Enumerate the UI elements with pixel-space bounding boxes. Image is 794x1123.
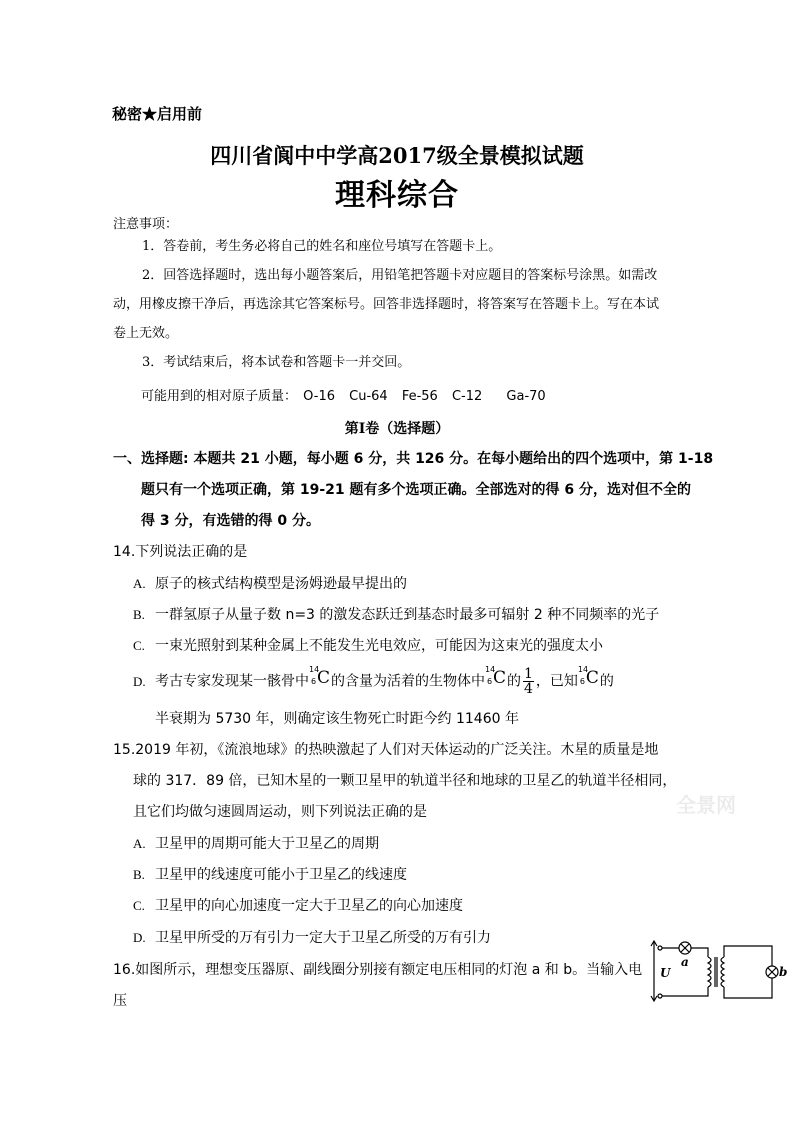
secondary-wire [724, 946, 772, 966]
lamp-a-label: a [681, 955, 689, 969]
option-text: 卫星甲的向心加速度一定大于卫星乙的向心加速度 [155, 898, 463, 914]
notes-heading: 注意事项： [113, 217, 179, 232]
voltage-label: U [660, 966, 671, 980]
option-text: ，已知 [535, 673, 578, 690]
option-text: 一束光照射到某种金属上不能发生光电效应，可能因为这束光的强度太小 [155, 638, 603, 654]
question-14-option-a [133, 573, 407, 593]
note-item-1 [113, 232, 668, 261]
option-label: C. [133, 898, 145, 913]
element-symbol: C [317, 667, 331, 688]
option-label: B. [133, 867, 145, 882]
question-15-option-b [133, 864, 407, 884]
option-text: 的 [507, 673, 521, 690]
fraction-one-quarter [523, 667, 534, 696]
question-16-stem-line: 压 [113, 993, 127, 1009]
question-15-option-d [133, 927, 491, 947]
question-15-option-a [133, 833, 379, 853]
atomic-number: 6 [311, 676, 317, 686]
atomic-mass: O-16 [303, 389, 335, 404]
primary-wire [662, 987, 708, 996]
atomic-label: 可能用到的相对原子质量： [141, 389, 298, 404]
option-text: 原子的核式结构模型是汤姆逊最早提出的 [155, 576, 407, 592]
secondary-wire [724, 978, 772, 998]
part-heading: 第Ⅰ卷（选择题） [344, 421, 450, 437]
mass-number: 14 [485, 664, 496, 674]
option-text: 一群氢原子从量子数 n=3 的激发态跃迁到基态时最多可辐射 2 种不同频率的光子 [155, 607, 660, 623]
option-label: B. [133, 607, 145, 622]
question-14-option-b [133, 604, 659, 624]
option-text: 的含量为活着的生物体中 [331, 673, 485, 690]
primary-wire [691, 948, 708, 957]
option-label: A. [133, 836, 146, 851]
option-label: D. [133, 673, 146, 689]
input-terminal-bottom [658, 994, 662, 998]
question-15-stem-line: 15.2019 年初，《流浪地球》的热映激起了人们对天体运动的广泛关注。木星的质量是地 [113, 742, 659, 758]
input-terminal-top [658, 946, 662, 950]
question-14-option-c [133, 635, 603, 655]
atomic-masses [141, 385, 556, 404]
fraction-numerator: 1 [524, 666, 533, 682]
question-16-stem-line: 16.如图所示，理想变压器原、副线圈分别接有额定电压相同的灯泡 a 和 b。当输入电 [113, 962, 643, 978]
note-text: 1．答卷前，考生务必将自己的姓名和座位号填写在答题卡上。 [142, 239, 502, 254]
atomic-number: 6 [487, 676, 493, 686]
option-label: C. [133, 638, 145, 653]
atomic-mass: Fe-56 [401, 389, 438, 404]
question-15-stem-line: 球的 317．89 倍，已知木星的一颗卫星甲的轨道半径和地球的卫星乙的轨道半径相同， [133, 773, 677, 789]
note-item-3 [113, 348, 668, 377]
option-text: 卫星甲的线速度可能小于卫星乙的线速度 [155, 867, 407, 883]
confidential-label: 秘密★启用前 [112, 105, 203, 123]
question-15-stem-line: 且它们均做匀速圆周运动，则下列说法正确的是 [133, 804, 427, 820]
option-text: 卫星甲的周期可能大于卫星乙的周期 [155, 836, 379, 852]
atomic-mass: Cu-64 [349, 389, 388, 404]
question-14-option-d-line2: 半衰期为 5730 年，则确定该生物死亡时距今约 11460 年 [155, 711, 519, 727]
carbon-14-symbol [485, 664, 507, 689]
option-text: 考古专家发现某一骸骨中 [155, 673, 309, 690]
question-15-option-c [133, 895, 463, 915]
watermark: 全景网 [676, 793, 736, 817]
exam-title: 四川省阆中中学高2017级全景模拟试题 [210, 143, 584, 168]
atomic-mass: C-12 [451, 389, 483, 404]
section-instructions-line: 得 3 分，有选错的得 0 分。 [141, 513, 320, 529]
question-14-stem: 14.下列说法正确的是 [113, 544, 248, 560]
carbon-14-symbol [309, 664, 331, 689]
carbon-14-symbol [577, 664, 600, 689]
element-symbol: C [585, 667, 599, 688]
section-instructions-line: 一、选择题: 本题共 21 小题，每小题 6 分，共 126 分。在每小题给出的四个选项中，第 1-18 [113, 451, 714, 467]
option-label: D. [133, 930, 146, 945]
transformer-circuit-diagram [646, 937, 786, 1007]
note-text: 3．考试结束后，将本试卷和答题卡一并交回。 [142, 355, 411, 370]
atomic-mass: Ga-70 [506, 389, 546, 404]
atomic-number: 6 [579, 676, 586, 686]
element-symbol: C [493, 667, 507, 688]
note-text: 2．回答选择题时，选出每小题答案后，用铅笔把答题卡对应题目的答案标号涂黑。如需改动，用橡皮擦干净后，再选涂其它答案标号。回答非选择题时，将答案写在答题卡上。写在本试卷上无效。 [113, 268, 660, 341]
fraction-denominator: 4 [524, 681, 533, 697]
option-text: 的 [599, 673, 614, 690]
question-14-option-d [133, 664, 614, 697]
mass-number: 14 [309, 664, 320, 674]
mass-number: 14 [577, 664, 589, 674]
option-label: A. [133, 576, 146, 591]
lamp-b-label: b [779, 965, 788, 979]
note-item-2 [113, 261, 668, 348]
section-instructions-line: 题只有一个选项正确，第 19-21 题有多个选项正确。全部选对的得 6 分，选对但不全的 [141, 482, 692, 498]
secondary-coil [721, 957, 724, 987]
primary-coil [708, 957, 711, 987]
option-text: 卫星甲所受的万有引力一定大于卫星乙所受的万有引力 [155, 930, 491, 946]
subject-title: 理科综合 [335, 178, 459, 213]
